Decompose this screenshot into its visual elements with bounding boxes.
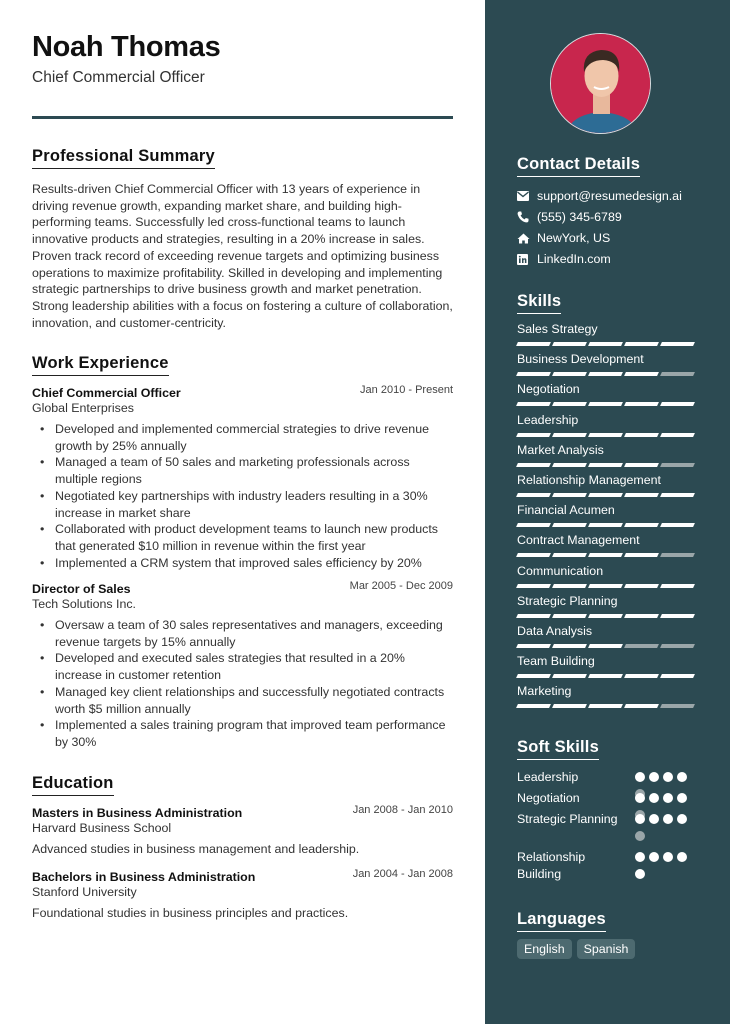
rating-bar xyxy=(588,523,623,527)
skill-rating-bars xyxy=(517,644,697,648)
rating-bar xyxy=(624,372,659,376)
education-description: Foundational studies in business principles and practices. xyxy=(32,906,349,920)
rating-bar xyxy=(624,402,659,406)
rating-bar xyxy=(624,433,659,437)
skill-item xyxy=(517,594,697,618)
rating-dot xyxy=(663,852,673,862)
rating-dot xyxy=(663,793,673,803)
rating-bar xyxy=(624,342,659,346)
rating-bar xyxy=(552,614,587,618)
rating-bar xyxy=(660,614,695,618)
rating-bar xyxy=(588,584,623,588)
rating-bar xyxy=(588,674,623,678)
skill-label: Data Analysis xyxy=(517,624,593,638)
skill-label: Business Development xyxy=(517,352,644,367)
skill-rating-bars xyxy=(517,402,697,406)
rating-bar xyxy=(660,644,695,648)
skill-label: Financial Acumen xyxy=(517,503,615,518)
rating-bar xyxy=(624,463,659,467)
skill-item xyxy=(517,684,697,708)
school: Harvard Business School xyxy=(32,821,172,835)
soft-skills-heading: Soft Skills xyxy=(517,738,599,760)
job-bullet: • Collaborated with product development teams to launch new products that generated $10 million in revenue within the first year xyxy=(32,521,453,554)
linkedin-icon xyxy=(517,254,537,265)
rating-bar xyxy=(588,402,623,406)
job-company: Tech Solutions Inc. xyxy=(32,597,137,611)
rating-bar xyxy=(588,704,623,708)
rating-dot xyxy=(649,814,659,824)
job-entry xyxy=(32,580,453,751)
rating-dot xyxy=(635,852,645,862)
rating-bar xyxy=(624,493,659,497)
skill-item xyxy=(517,533,697,557)
rating-dot xyxy=(663,814,673,824)
rating-bar xyxy=(552,674,587,678)
profile-photo xyxy=(550,33,651,134)
rating-bar xyxy=(552,342,587,346)
rating-bar xyxy=(516,493,551,497)
rating-bar xyxy=(552,463,587,467)
skill-rating-bars xyxy=(517,342,697,346)
rating-bar xyxy=(588,342,623,346)
skill-item xyxy=(517,322,697,346)
rating-bar xyxy=(660,433,695,437)
rating-bar xyxy=(588,614,623,618)
skill-label: Sales Strategy xyxy=(517,322,598,336)
rating-bar xyxy=(552,493,587,497)
job-bullet: • Implemented a CRM system that improved sales efficiency by 20% xyxy=(32,555,453,572)
rating-bar xyxy=(516,644,551,648)
contact-heading: Contact Details xyxy=(517,155,640,177)
contact-phone[interactable] xyxy=(517,210,622,224)
rating-bar xyxy=(552,644,587,648)
rating-dot xyxy=(649,772,659,782)
language-tag: English xyxy=(517,939,572,959)
rating-bar xyxy=(660,372,695,376)
soft-skill-label: Relationship Building xyxy=(517,850,586,881)
job-bullet: • Developed and executed sales strategies that resulted in a 20% increase in customer retention xyxy=(32,650,453,683)
contact-location xyxy=(517,231,610,245)
rating-bar xyxy=(624,674,659,678)
rating-bar xyxy=(624,704,659,708)
job-company: Global Enterprises xyxy=(32,401,134,415)
soft-skill-item xyxy=(517,769,697,786)
candidate-name: Noah Thomas xyxy=(32,31,221,63)
rating-bar xyxy=(624,523,659,527)
job-bullet: • Implemented a sales training program that improved team performance by 30% xyxy=(32,717,453,750)
rating-dot xyxy=(649,793,659,803)
job-bullet: • Negotiated key partnerships with industry leaders resulting in a 30% increase in market share xyxy=(32,488,453,521)
skill-item xyxy=(517,413,697,437)
skill-item xyxy=(517,443,697,467)
rating-bar xyxy=(660,674,695,678)
skill-rating-bars xyxy=(517,372,697,376)
soft-skill-label: Leadership xyxy=(517,770,579,784)
language-tag: Spanish xyxy=(577,939,636,959)
rating-bar xyxy=(552,704,587,708)
rating-dot xyxy=(635,869,645,879)
rating-dot xyxy=(635,793,645,803)
school: Stanford University xyxy=(32,885,137,899)
skill-label: Contract Management xyxy=(517,533,640,548)
home-icon xyxy=(517,233,537,244)
job-bullet: • Managed key client relationships and successfully negotiated contracts worth $5 million annually xyxy=(32,684,453,717)
skill-item xyxy=(517,352,697,376)
rating-bar xyxy=(588,433,623,437)
candidate-title: Chief Commercial Officer xyxy=(32,69,205,86)
contact-text: (555) 345-6789 xyxy=(537,210,622,224)
rating-dot xyxy=(663,772,673,782)
skill-rating-bars xyxy=(517,674,697,678)
job-bullet: • Oversaw a team of 30 sales representatives and managers, exceeding revenue targets by 15% annually xyxy=(32,617,453,650)
skill-item xyxy=(517,654,697,678)
header-divider xyxy=(32,116,453,119)
phone-icon xyxy=(517,211,537,223)
soft-skill-item xyxy=(517,849,697,883)
skill-rating-bars xyxy=(517,553,697,557)
rating-bar xyxy=(660,402,695,406)
skill-rating-bars xyxy=(517,523,697,527)
contact-linkedin[interactable] xyxy=(517,252,611,266)
rating-bar xyxy=(588,463,623,467)
job-dates: Mar 2005 - Dec 2009 xyxy=(349,580,453,592)
education-dates: Jan 2004 - Jan 2008 xyxy=(352,868,453,880)
skill-rating-bars xyxy=(517,614,697,618)
rating-bar xyxy=(588,372,623,376)
rating-bar xyxy=(624,584,659,588)
rating-dot xyxy=(635,831,645,841)
skill-label: Communication xyxy=(517,563,604,578)
envelope-icon xyxy=(517,191,537,201)
rating-bar xyxy=(660,493,695,497)
contact-text: NewYork, US xyxy=(537,231,611,245)
rating-bar xyxy=(516,674,551,678)
degree: Bachelors in Business Administration xyxy=(32,870,256,884)
skill-rating-bars xyxy=(517,463,697,467)
skill-label: Strategic Planning xyxy=(517,593,618,608)
job-role: Director of Sales xyxy=(32,582,131,596)
rating-bar xyxy=(516,553,551,557)
skill-item xyxy=(517,473,697,497)
rating-dot xyxy=(677,793,687,803)
skill-rating-bars xyxy=(517,584,697,588)
summary-heading: Professional Summary xyxy=(32,147,215,169)
job-bullets xyxy=(32,617,453,751)
skill-rating-bars xyxy=(517,493,697,497)
rating-bar xyxy=(516,433,551,437)
rating-bar xyxy=(552,523,587,527)
skill-label: Relationship Management xyxy=(517,473,661,487)
rating-bar xyxy=(624,614,659,618)
rating-bar xyxy=(516,704,551,708)
skill-label: Market Analysis xyxy=(517,442,604,457)
rating-bar xyxy=(588,553,623,557)
skill-item xyxy=(517,624,697,648)
rating-bar xyxy=(660,342,695,346)
job-bullet: • Managed a team of 50 sales and marketing professionals across multiple regions xyxy=(32,454,453,487)
skill-rating-bars xyxy=(517,433,697,437)
skill-label: Leadership xyxy=(517,412,579,427)
skill-item xyxy=(517,503,697,527)
skill-label: Negotiation xyxy=(517,382,580,397)
rating-bar xyxy=(552,372,587,376)
contact-text: LinkedIn.com xyxy=(537,252,611,266)
languages-list xyxy=(517,939,635,959)
education-dates: Jan 2008 - Jan 2010 xyxy=(352,804,453,816)
rating-bar xyxy=(516,463,551,467)
rating-dot xyxy=(635,772,645,782)
education-entry xyxy=(32,868,453,920)
rating-bar xyxy=(624,644,659,648)
rating-bar xyxy=(552,433,587,437)
rating-bar xyxy=(552,402,587,406)
rating-bar xyxy=(516,614,551,618)
rating-bar xyxy=(552,553,587,557)
rating-bar xyxy=(588,644,623,648)
rating-bar xyxy=(516,402,551,406)
rating-bar xyxy=(660,463,695,467)
education-heading: Education xyxy=(32,774,114,796)
rating-bar xyxy=(660,584,695,588)
skill-rating-bars xyxy=(517,704,697,708)
skill-label: Team Building xyxy=(517,654,595,669)
rating-dot xyxy=(635,814,645,824)
skills-heading: Skills xyxy=(517,292,561,314)
rating-bar xyxy=(624,553,659,557)
contact-email[interactable] xyxy=(517,189,682,203)
skill-label: Marketing xyxy=(517,684,572,699)
rating-dot xyxy=(649,852,659,862)
education-entry xyxy=(32,804,453,856)
rating-bar xyxy=(516,584,551,588)
rating-bar xyxy=(660,704,695,708)
rating-bar xyxy=(516,342,551,346)
contact-text: support@resumedesign.ai xyxy=(537,189,682,203)
job-role: Chief Commercial Officer xyxy=(32,386,181,400)
rating-dot xyxy=(677,852,687,862)
skill-item xyxy=(517,382,697,406)
job-bullet: • Developed and implemented commercial strategies to drive revenue growth by 25% annually xyxy=(32,421,453,454)
soft-skill-item xyxy=(517,811,697,828)
rating-bar xyxy=(516,372,551,376)
rating-dot xyxy=(677,772,687,782)
skill-item xyxy=(517,564,697,588)
summary-text: Results-driven Chief Commercial Officer with 13 years of experience in driving revenue growth, expanding market share, and building high-performing teams. Successfully led cross-functional teams to launch innovative products and strategies, resulting in a 20% increase in sales. Proven track record of exceeding revenue targets and optimizing business operations to maximize profitability. Skilled in developing and implementing strategic partnerships to drive business growth and market penetration. Strong leadership abilities with a focus on fostering a culture of collaboration, innovation, and customer-centricity. xyxy=(32,182,453,330)
soft-skill-label: Strategic Planning xyxy=(517,812,618,826)
languages-heading: Languages xyxy=(517,910,606,932)
degree: Masters in Business Administration xyxy=(32,806,243,820)
job-dates: Jan 2010 - Present xyxy=(360,384,453,396)
soft-skill-item xyxy=(517,790,697,807)
rating-bar xyxy=(516,523,551,527)
rating-dot xyxy=(677,814,687,824)
rating-bar xyxy=(588,493,623,497)
job-entry xyxy=(32,384,453,571)
experience-heading: Work Experience xyxy=(32,354,169,376)
rating-bar xyxy=(660,553,695,557)
rating-bar xyxy=(552,584,587,588)
soft-skill-label: Negotiation xyxy=(517,791,580,805)
education-description: Advanced studies in business management and leadership. xyxy=(32,842,360,856)
rating-bar xyxy=(660,523,695,527)
job-bullets xyxy=(32,421,453,571)
